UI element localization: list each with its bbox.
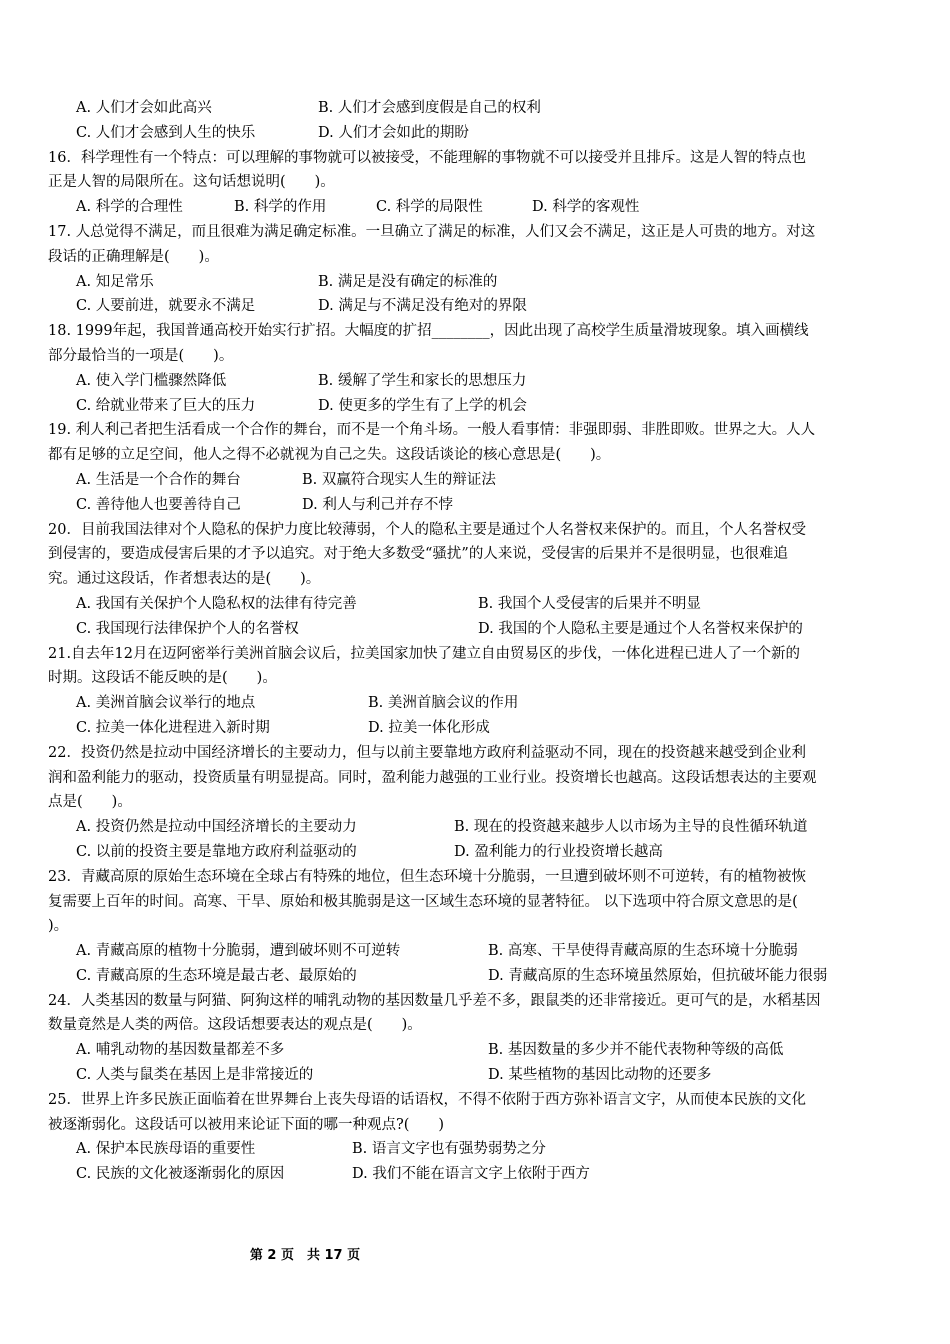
q23-option-a: A. 青藏高原的植物十分脆弱，遭到破坏则不可逆转	[76, 943, 401, 960]
q25-option-a: A. 保护本民族母语的重要性	[76, 1141, 256, 1158]
q25-option-d: D. 我们不能在语言文字上依附于西方	[352, 1166, 590, 1183]
q24-option-c: C. 人类与鼠类在基因上是非常接近的	[76, 1067, 314, 1084]
q21-option-c: C. 拉美一体化进程进入新时期	[76, 719, 270, 736]
q17-options-row-2	[48, 294, 908, 319]
q22-options-row-2	[48, 840, 908, 865]
q23-options-row-2	[48, 964, 908, 989]
q17-option-d: D. 满足与不满足没有绝对的界限	[318, 298, 527, 315]
q24-stem-line-1: 24．人类基因的数量与阿猫、阿狗这样的哺乳动物的基因数量几乎差不多，跟鼠类的还非常接近。更可气的是，水稻基因	[48, 992, 821, 1009]
q15-options-row-2	[48, 121, 908, 146]
q21-stem-line-2: 时期。这段话不能反映的是( )。	[48, 670, 277, 687]
q19-option-c: C. 善待他人也要善待自己	[76, 496, 241, 513]
q25-option-c: C. 民族的文化被逐渐弱化的原因	[76, 1166, 285, 1183]
q16-option-c: C. 科学的局限性	[376, 199, 483, 216]
q23-options-row-1	[48, 939, 908, 964]
q20-option-a: A. 我国有关保护个人隐私权的法律有待完善	[76, 595, 357, 612]
q19-option-b: B. 双赢符合现实人生的辩证法	[302, 471, 496, 488]
q22-option-d: D. 盈利能力的行业投资增长越高	[454, 843, 663, 860]
q22-stem-line-3: 点是( )。	[48, 794, 132, 811]
q16-stem-line-1: 16．科学理性有一个特点：可以理解的事物就可以被接受，不能理解的事物就不可以接受并且排斥。这是人智的特点也	[48, 149, 806, 166]
q19-options-row-2	[48, 493, 908, 518]
q18-option-b: B. 缓解了学生和家长的思想压力	[318, 372, 527, 389]
q24-option-a: A. 哺乳动物的基因数量都差不多	[76, 1042, 285, 1059]
q23-stem-line-1: 23．青藏高原的原始生态环境在全球占有特殊的地位，但生态环境十分脆弱，一旦遭到破坏则不可逆转，有的植物被恢	[48, 868, 806, 885]
q17-option-b: B. 满足是没有确定的标准的	[318, 273, 498, 290]
q25-options-row-2	[48, 1162, 908, 1187]
q20-option-c: C. 我国现行法律保护个人的名誉权	[76, 620, 299, 637]
q17-stem-line-1: 17. 人总觉得不满足，而且很难为满足确定标准。一旦确立了满足的标准，人们又会不满足，这正是人可贵的地方。对这	[48, 223, 816, 240]
page-footer: 第 2 页 共 17 页	[249, 1248, 361, 1263]
q18-stem-line-2: 部分最恰当的一项是( )。	[48, 347, 234, 364]
q20-option-b: B. 我国个人受侵害的后果并不明显	[478, 595, 701, 612]
q18-option-a: A. 使入学门槛骤然降低	[76, 372, 227, 389]
q24-options-row-1	[48, 1038, 908, 1063]
q20-stem-line-2: 到侵害的，要造成侵害后果的才予以追究。对于绝大多数受“骚扰”的人来说，受侵害的后果并不是很明显，也很难追	[48, 546, 788, 563]
q23-stem-line-2: 复需要上百年的时间。高寒、干旱、原始和极其脆弱是这一区域生态环境的显著特征。 以下选项中符合原文意思的是(	[48, 893, 798, 910]
q23-option-d: D. 青藏高原的生态环境虽然原始，但抗破坏能力很弱	[488, 967, 828, 984]
q18-options-row-1	[48, 369, 908, 394]
q18-option-d: D. 使更多的学生有了上学的机会	[318, 397, 527, 414]
q18-stem-line-1: 18. 1999年起，我国普通高校开始实行扩招。大幅度的扩招________，因此出现了高校学生质量滑坡现象。填入画横线	[48, 323, 809, 340]
q16-options-row	[48, 195, 908, 220]
q15-option-a: A. 人们才会如此高兴	[76, 100, 212, 116]
q20-stem-line-1: 20．目前我国法律对个人隐私的保护力度比较薄弱，个人的隐私主要是通过个人名誉权来保护的。而且，个人名誉权受	[48, 521, 806, 538]
q16-option-d: D. 科学的客观性	[532, 199, 640, 216]
q15-option-c: C. 人们才会感到人生的快乐	[76, 124, 256, 141]
q25-option-b: B. 语言文字也有强势弱势之分	[352, 1141, 546, 1158]
q16-stem-line-2: 正是人智的局限所在。这句话想说明( )。	[48, 174, 335, 191]
q23-option-b: B. 高寒、干旱使得青藏高原的生态环境十分脆弱	[488, 943, 798, 960]
q20-option-d: D. 我国的个人隐私主要是通过个人名誉权来保护的	[478, 620, 803, 637]
q21-option-a: A. 美洲首脑会议举行的地点	[76, 695, 256, 712]
q25-stem-line-1: 25．世界上许多民族正面临着在世界舞台上丧失母语的话语权，不得不依附于西方弥补语言文字，从而使本民族的文化	[48, 1091, 806, 1108]
q17-stem-line-2: 段话的正确理解是( )。	[48, 248, 219, 265]
q18-option-c: C. 给就业带来了巨大的压力	[76, 397, 256, 414]
q25-stem-line-2: 被逐渐弱化。这段话可以被用来论证下面的哪一种观点?( )	[48, 1116, 445, 1133]
q19-stem-line-1: 19. 利人利己者把生活看成一个合作的舞台，而不是一个角斗场。一般人看事情：非强即弱、非胜即败。世界之大。人人	[48, 422, 816, 439]
q22-stem-line-1: 22．投资仍然是拉动中国经济增长的主要动力，但与以前主要靠地方政府利益驱动不同，现在的投资越来越受到企业利	[48, 744, 806, 761]
q16-option-b: B. 科学的作用	[234, 199, 327, 216]
q15-option-b: B. 人们才会感到度假是自己的权利	[318, 100, 541, 116]
q21-stem-line-1: 21.自去年12月在迈阿密举行美洲首脑会议后，拉美国家加快了建立自由贸易区的步伐，一体化进程已进人了一个新的	[48, 645, 801, 662]
q19-options-row-1	[48, 468, 908, 493]
q23-option-c: C. 青藏高原的生态环境是最古老、最原始的	[76, 967, 357, 984]
exam-page	[48, 96, 908, 1187]
q24-options-row-2	[48, 1063, 908, 1088]
q17-options-row-1	[48, 270, 908, 295]
q21-option-d: D. 拉美一体化形成	[368, 719, 490, 736]
q25-options-row-1	[48, 1137, 908, 1162]
q22-options-row-1	[48, 815, 908, 840]
q16-option-a: A. 科学的合理性	[76, 199, 183, 216]
q19-option-d: D. 利人与利己并存不悖	[302, 496, 453, 513]
q15-option-d: D. 人们才会如此的期盼	[318, 124, 469, 141]
q15-options-row-1	[48, 96, 908, 121]
q17-option-a: A. 知足常乐	[76, 273, 154, 290]
q20-options-row-1	[48, 592, 908, 617]
q24-option-b: B. 基因数量的多少并不能代表物种等级的高低	[488, 1042, 784, 1059]
q23-stem-line-3: )。	[48, 918, 69, 935]
q18-options-row-2	[48, 394, 908, 419]
q21-options-row-2	[48, 716, 908, 741]
q19-stem-line-2: 都有足够的立足空间，他人之得不必就视为自己之失。这段话谈论的核心意思是( )。	[48, 447, 611, 464]
q22-option-c: C. 以前的投资主要是靠地方政府利益驱动的	[76, 843, 357, 860]
q24-stem-line-2: 数量竟然是人类的两倍。这段话想要表达的观点是( )。	[48, 1017, 422, 1034]
q21-options-row-1	[48, 691, 908, 716]
q20-stem-line-3: 究。通过这段话，作者想表达的是( )。	[48, 571, 321, 588]
q22-option-a: A. 投资仍然是拉动中国经济增长的主要动力	[76, 819, 357, 836]
q24-option-d: D. 某些植物的基因比动物的还要多	[488, 1067, 712, 1084]
q21-option-b: B. 美洲首脑会议的作用	[368, 695, 519, 712]
q19-option-a: A. 生活是一个合作的舞台	[76, 471, 241, 488]
q22-stem-line-2: 润和盈利能力的驱动，投资质量有明显提高。同时，盈利能力越强的工业行业。投资增长也越高。这段话想表达的主要观	[48, 769, 817, 786]
q17-option-c: C. 人要前进，就要永不满足	[76, 298, 256, 315]
q22-option-b: B. 现在的投资越来越步人以市场为主导的良性循环轨道	[454, 819, 808, 836]
q20-options-row-2	[48, 617, 908, 642]
